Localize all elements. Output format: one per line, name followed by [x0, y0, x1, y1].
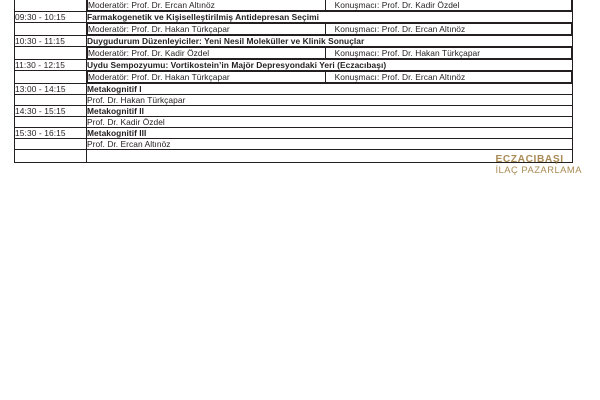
session-presenter-cell: Prof. Dr. Ercan Altınöz: [87, 139, 573, 150]
session-time-cell: [15, 95, 87, 106]
speaker-label: Konuşmacı: Prof. Dr. Ercan Altınöz: [325, 24, 571, 35]
session-time-cell: [15, 139, 87, 150]
sponsor-logo-line2: İLAÇ PAZARLAMA: [495, 164, 582, 176]
table-row: [15, 84, 573, 95]
session-time-cell: 14:30 - 15:15: [15, 106, 87, 117]
session-people-cell: [87, 71, 573, 84]
moderator-label: Moderatör: Prof. Dr. Ercan Altınöz: [88, 0, 326, 11]
session-time-cell: [15, 47, 87, 60]
moderator-speaker-split: [87, 47, 572, 59]
session-time-cell: [15, 117, 87, 128]
speaker-label: Konuşmacı: Prof. Dr. Ercan Altınöz: [325, 72, 571, 83]
moderator-speaker-split: [87, 23, 572, 35]
moderator-label: Moderatör: Prof. Dr. Kadir Özdel: [88, 48, 326, 59]
session-title-cell: Metakognitif III: [87, 128, 573, 139]
session-people-cell: [87, 23, 573, 36]
session-time-cell: 15:30 - 16:15: [15, 128, 87, 139]
moderator-label: Moderatör: Prof. Dr. Hakan Türkçapar: [88, 24, 326, 35]
session-time-cell: [15, 71, 87, 84]
schedule-table: [14, 0, 573, 163]
speaker-label: Konuşmacı: Prof. Dr. Hakan Türkçapar: [325, 48, 571, 59]
session-time-cell: 13:00 - 14:15: [15, 84, 87, 95]
moderator-label: Moderatör: Prof. Dr. Hakan Türkçapar: [88, 72, 326, 83]
session-title-cell: Metakognitif I: [87, 84, 573, 95]
table-row: [15, 47, 573, 60]
session-time-cell: 11:30 - 12:15: [15, 60, 87, 71]
session-presenter-cell: Prof. Dr. Hakan Türkçapar: [87, 95, 573, 106]
table-row: [15, 0, 573, 12]
table-row: [15, 60, 573, 71]
session-time-cell: 10:30 - 11:15: [15, 36, 87, 47]
sponsor-logo-line1: ECZACIBAŞI: [495, 154, 564, 165]
table-row: [15, 139, 573, 150]
session-title-cell: Farmakogenetik ve Kişiselleştirilmiş Antidepresan Seçimi: [87, 12, 573, 23]
table-row: [15, 95, 573, 106]
table-row: [15, 128, 573, 139]
table-row: [15, 150, 573, 163]
moderator-speaker-split: [87, 0, 572, 11]
table-row: [15, 23, 573, 36]
moderator-speaker-split: [87, 71, 572, 83]
table-row: [15, 117, 573, 128]
session-time-cell: 09:30 - 10:15: [15, 12, 87, 23]
table-row: [15, 106, 573, 117]
session-title-cell: Duygudurum Düzenleyiciler: Yeni Nesil Moleküller ve Klinik Sonuçlar: [87, 36, 573, 47]
sponsor-logo: [495, 154, 582, 176]
session-time-cell: [15, 23, 87, 36]
session-people-cell: [87, 47, 573, 60]
session-title-cell: Metakognitif II: [87, 106, 573, 117]
table-row: [15, 36, 573, 47]
session-time-cell: [15, 150, 87, 163]
session-presenter-cell: Prof. Dr. Kadir Özdel: [87, 117, 573, 128]
table-row: [15, 12, 573, 23]
speaker-label: Konuşmacı: Prof. Dr. Kadir Özdel: [325, 0, 571, 11]
session-people-cell: [87, 0, 573, 12]
session-title-cell: Uydu Sempozyumu: Vortikostein’in Majör Depresyondaki Yeri (Eczacıbaşı): [87, 60, 573, 71]
table-row: [15, 71, 573, 84]
session-time-cell: [15, 0, 87, 12]
